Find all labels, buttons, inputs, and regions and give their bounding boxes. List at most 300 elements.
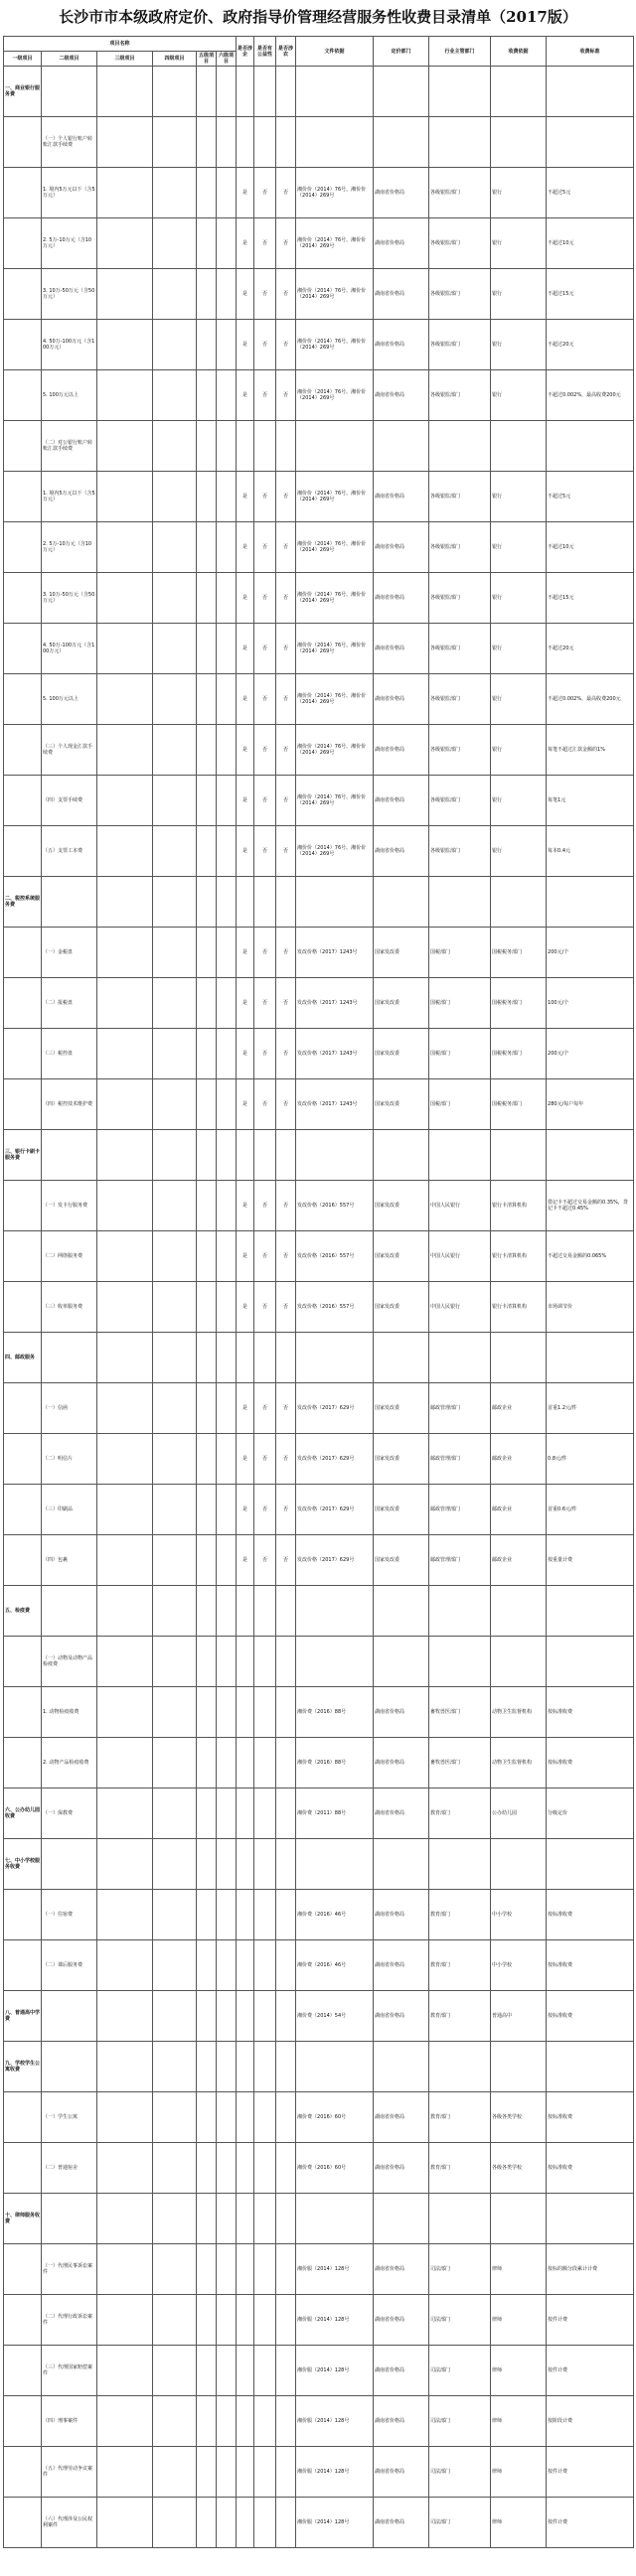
- document-basis-cell: 发改价格（2016）557号: [296, 1181, 374, 1231]
- level6-cell: [217, 218, 237, 269]
- pricing-dept-cell: [374, 1637, 429, 1687]
- level4-cell: [153, 826, 197, 877]
- public-welfare-cell: 否: [254, 928, 276, 978]
- charge-basis-cell: 银行: [491, 776, 547, 826]
- public-welfare-cell: 否: [254, 472, 276, 522]
- table-row: [4, 1333, 634, 1383]
- charge-basis-cell: 国税税务部门: [491, 928, 547, 978]
- pricing-dept-cell: 国家发改委: [374, 1181, 429, 1231]
- public-welfare-cell: [254, 2396, 276, 2447]
- enterprise-cell: 是: [237, 1282, 254, 1333]
- level2-cell: （三）税控盘: [42, 1029, 97, 1079]
- charge-standard-cell: 按阶段计费: [547, 2396, 634, 2447]
- level6-cell: [217, 2346, 237, 2396]
- agriculture-cell: 否: [276, 472, 296, 522]
- level6-cell: [217, 2498, 237, 2548]
- enterprise-cell: 是: [237, 928, 254, 978]
- level6-cell: [217, 472, 237, 522]
- charge-basis-cell: 公办幼儿园: [491, 1789, 547, 1839]
- industry-dept-cell: 邮政管理部门: [429, 1434, 491, 1485]
- level3-cell: [97, 674, 153, 725]
- level3-cell: [97, 1130, 153, 1181]
- charge-basis-cell: [491, 1333, 547, 1383]
- charge-basis-cell: 律师: [491, 2447, 547, 2498]
- enterprise-cell: [237, 2447, 254, 2498]
- public-welfare-cell: 否: [254, 1434, 276, 1485]
- level5-cell: [197, 2042, 217, 2092]
- agriculture-cell: [276, 2498, 296, 2548]
- public-welfare-cell: [254, 1738, 276, 1789]
- level5-cell: [197, 2447, 217, 2498]
- level2-cell: （二）网络服务费: [42, 1231, 97, 1282]
- enterprise-cell: [237, 2396, 254, 2447]
- charge-standard-cell: 不超过5元: [547, 168, 634, 218]
- fee-catalog-table: [3, 36, 634, 2548]
- level3-cell: [97, 978, 153, 1029]
- level2-cell: （一）动物及动物产品检疫费: [42, 1637, 97, 1687]
- public-welfare-cell: [254, 1586, 276, 1637]
- column-header: 行业主管部门: [429, 37, 491, 67]
- document-title: 长沙市市本级政府定价、政府指导价管理经营服务性收费目录清单（2017版）: [59, 8, 577, 26]
- enterprise-cell: 是: [237, 573, 254, 624]
- level4-cell: [153, 2194, 197, 2244]
- level2-cell: 2. 5万-10万元（含10万元）: [42, 218, 97, 269]
- level6-cell: [217, 1637, 237, 1687]
- level6-cell: [217, 826, 237, 877]
- document-basis-cell: [296, 1839, 374, 1890]
- level6-cell: [217, 776, 237, 826]
- level3-cell: [97, 2143, 153, 2194]
- level5-cell: [197, 1231, 217, 1282]
- table-row: [4, 1029, 634, 1079]
- agriculture-cell: [276, 1890, 296, 1940]
- level6-cell: [217, 2244, 237, 2295]
- charge-basis-cell: [491, 67, 547, 117]
- agriculture-cell: [276, 1991, 296, 2042]
- level5-cell: [197, 1940, 217, 1991]
- agriculture-cell: 否: [276, 978, 296, 1029]
- enterprise-cell: 是: [237, 1485, 254, 1535]
- industry-dept-cell: 国税部门: [429, 1029, 491, 1079]
- charge-standard-cell: 每笔不超过汇款金额的1%: [547, 725, 634, 776]
- pricing-dept-cell: 湖南省价格局: [374, 2498, 429, 2548]
- agriculture-cell: [276, 1839, 296, 1890]
- pricing-dept-cell: 湖南省价格局: [374, 826, 429, 877]
- level4-cell: [153, 472, 197, 522]
- agriculture-cell: [276, 877, 296, 928]
- document-basis-cell: 发改价格（2016）557号: [296, 1282, 374, 1333]
- enterprise-cell: 是: [237, 978, 254, 1029]
- level1-cell: [4, 2092, 42, 2143]
- enterprise-cell: 是: [237, 1434, 254, 1485]
- level6-cell: [217, 1485, 237, 1535]
- level2-cell: （一）发卡行服务费: [42, 1181, 97, 1231]
- industry-dept-cell: 司法部门: [429, 2396, 491, 2447]
- level2-cell: 3. 10万-50万元（含50万元）: [42, 573, 97, 624]
- level5-cell: [197, 1383, 217, 1434]
- level1-cell: [4, 1637, 42, 1687]
- level2-cell: （一）学生公寓: [42, 2092, 97, 2143]
- charge-standard-cell: 不超过0.002%，最高收费200元: [547, 370, 634, 421]
- charge-basis-cell: 律师: [491, 2244, 547, 2295]
- level6-cell: [217, 1586, 237, 1637]
- charge-standard-cell: 不超过15元: [547, 573, 634, 624]
- level6-cell: [217, 1890, 237, 1940]
- table-group-header-row: [4, 37, 634, 52]
- level6-cell: [217, 1940, 237, 1991]
- charge-basis-cell: 邮政企业: [491, 1485, 547, 1535]
- charge-basis-cell: [491, 2194, 547, 2244]
- industry-dept-cell: [429, 877, 491, 928]
- level4-cell: [153, 877, 197, 928]
- level4-cell: [153, 168, 197, 218]
- industry-dept-cell: 各级银监部门: [429, 472, 491, 522]
- public-welfare-cell: [254, 421, 276, 472]
- level3-cell: [97, 421, 153, 472]
- level5-cell: [197, 472, 217, 522]
- document-basis-cell: 湘价价（2014）76号、湘价价（2014）269号: [296, 269, 374, 320]
- public-welfare-cell: 否: [254, 1535, 276, 1586]
- table-row: [4, 928, 634, 978]
- table-row: [4, 320, 634, 370]
- level6-cell: [217, 117, 237, 168]
- industry-dept-cell: [429, 1130, 491, 1181]
- level3-cell: [97, 1991, 153, 2042]
- public-welfare-cell: 否: [254, 624, 276, 674]
- level4-cell: [153, 522, 197, 573]
- level5-cell: [197, 2295, 217, 2346]
- public-welfare-cell: [254, 117, 276, 168]
- charge-standard-cell: [547, 117, 634, 168]
- charge-standard-cell: 按件计费: [547, 2498, 634, 2548]
- agriculture-cell: 否: [276, 674, 296, 725]
- table-row: [4, 1738, 634, 1789]
- pricing-dept-cell: 湖南省价格局: [374, 2143, 429, 2194]
- table-row: [4, 168, 634, 218]
- agriculture-cell: 否: [276, 1029, 296, 1079]
- level2-cell: 5. 100万元以上: [42, 674, 97, 725]
- industry-dept-cell: 教育部门: [429, 1940, 491, 1991]
- level4-cell: [153, 67, 197, 117]
- level6-cell: [217, 2295, 237, 2346]
- level5-cell: [197, 1079, 217, 1130]
- public-welfare-cell: [254, 2346, 276, 2396]
- level1-cell: [4, 573, 42, 624]
- level1-cell: 四、邮政服务: [4, 1333, 42, 1383]
- charge-standard-cell: [547, 1586, 634, 1637]
- level5-cell: [197, 2143, 217, 2194]
- table-row: [4, 1535, 634, 1586]
- document-basis-cell: 湘价费（2016）88号: [296, 1738, 374, 1789]
- charge-basis-cell: 银行: [491, 370, 547, 421]
- table-body: [4, 67, 634, 2548]
- public-welfare-cell: [254, 1890, 276, 1940]
- level2-cell: [42, 2194, 97, 2244]
- table-row: [4, 2396, 634, 2447]
- enterprise-cell: 是: [237, 472, 254, 522]
- document-basis-cell: 湘价服（2014）128号: [296, 2244, 374, 2295]
- industry-dept-cell: 教育部门: [429, 2143, 491, 2194]
- pricing-dept-cell: 湖南省价格局: [374, 218, 429, 269]
- level4-cell: [153, 218, 197, 269]
- document-basis-cell: [296, 1130, 374, 1181]
- table-row: [4, 2194, 634, 2244]
- pricing-dept-cell: 湖南省价格局: [374, 725, 429, 776]
- table-row: [4, 2295, 634, 2346]
- pricing-dept-cell: 湖南省价格局: [374, 2447, 429, 2498]
- agriculture-cell: [276, 1687, 296, 1738]
- level1-cell: [4, 1383, 42, 1434]
- level4-cell: [153, 269, 197, 320]
- level2-cell: （四）包裹: [42, 1535, 97, 1586]
- table-row: [4, 1940, 634, 1991]
- level1-cell: [4, 1485, 42, 1535]
- enterprise-cell: [237, 2295, 254, 2346]
- document-basis-cell: [296, 2194, 374, 2244]
- charge-standard-cell: 每本0.4元: [547, 826, 634, 877]
- level4-cell: [153, 1586, 197, 1637]
- document-basis-cell: 湘价费（2016）60号: [296, 2143, 374, 2194]
- agriculture-cell: 否: [276, 725, 296, 776]
- industry-dept-cell: 司法部门: [429, 2295, 491, 2346]
- charge-standard-cell: 按件计费: [547, 2295, 634, 2346]
- level1-cell: [4, 725, 42, 776]
- level4-cell: [153, 1333, 197, 1383]
- document-basis-cell: 湘价价（2014）76号、湘价价（2014）269号: [296, 370, 374, 421]
- level4-cell: [153, 2143, 197, 2194]
- level5-cell: [197, 1535, 217, 1586]
- level3-cell: [97, 1282, 153, 1333]
- document-basis-cell: 发改价格（2017）1243号: [296, 928, 374, 978]
- level4-cell: [153, 1383, 197, 1434]
- level6-cell: [217, 2143, 237, 2194]
- charge-standard-cell: [547, 421, 634, 472]
- public-welfare-cell: 否: [254, 1231, 276, 1282]
- pricing-dept-cell: [374, 1333, 429, 1383]
- agriculture-cell: [276, 1333, 296, 1383]
- industry-dept-cell: 教育部门: [429, 1890, 491, 1940]
- document-basis-cell: 湘价价（2014）76号、湘价价（2014）269号: [296, 573, 374, 624]
- agriculture-cell: [276, 2396, 296, 2447]
- enterprise-cell: 是: [237, 168, 254, 218]
- agriculture-cell: 否: [276, 218, 296, 269]
- level1-cell: [4, 1738, 42, 1789]
- industry-dept-cell: 教育部门: [429, 2092, 491, 2143]
- level5-cell: [197, 1890, 217, 1940]
- level3-cell: [97, 522, 153, 573]
- level6-cell: [217, 1839, 237, 1890]
- level3-cell: [97, 2092, 153, 2143]
- document-basis-cell: 湘价价（2014）76号、湘价价（2014）269号: [296, 776, 374, 826]
- enterprise-cell: 是: [237, 1181, 254, 1231]
- table-row: [4, 1383, 634, 1434]
- charge-standard-cell: 不超过10元: [547, 218, 634, 269]
- level6-cell: [217, 370, 237, 421]
- level3-cell: [97, 1434, 153, 1485]
- charge-standard-cell: 按标准收费: [547, 1991, 634, 2042]
- level6-cell: [217, 421, 237, 472]
- level3-cell: [97, 1940, 153, 1991]
- charge-standard-cell: 不超过15元: [547, 269, 634, 320]
- enterprise-cell: 是: [237, 1231, 254, 1282]
- pricing-dept-cell: 湖南省价格局: [374, 1687, 429, 1738]
- table-row: [4, 2447, 634, 2498]
- level1-cell: [4, 269, 42, 320]
- level1-cell: [4, 218, 42, 269]
- charge-standard-cell: 按件计费: [547, 2447, 634, 2498]
- table-row: [4, 725, 634, 776]
- enterprise-cell: [237, 1940, 254, 1991]
- industry-dept-cell: 国税部门: [429, 1079, 491, 1130]
- public-welfare-cell: 否: [254, 269, 276, 320]
- level1-cell: 八、普通高中学费: [4, 1991, 42, 2042]
- level2-cell: （一）住宿费: [42, 1890, 97, 1940]
- pricing-dept-cell: 国家发改委: [374, 1383, 429, 1434]
- agriculture-cell: 否: [276, 1181, 296, 1231]
- charge-standard-cell: 不超过20元: [547, 624, 634, 674]
- level2-cell: [42, 1586, 97, 1637]
- level6-cell: [217, 978, 237, 1029]
- level1-cell: [4, 1079, 42, 1130]
- level5-cell: [197, 1333, 217, 1383]
- level2-cell: （二）对公银行账户转账汇款手续费: [42, 421, 97, 472]
- charge-standard-cell: 按标准收费: [547, 1890, 634, 1940]
- document-basis-cell: [296, 1637, 374, 1687]
- document-basis-cell: 湘价费（2016）60号: [296, 2092, 374, 2143]
- table-row: [4, 1991, 634, 2042]
- table-row: [4, 1434, 634, 1485]
- pricing-dept-cell: 国家发改委: [374, 1535, 429, 1586]
- level3-cell: [97, 117, 153, 168]
- level4-cell: [153, 1231, 197, 1282]
- level2-cell: （四）税控技术维护费: [42, 1079, 97, 1130]
- charge-standard-cell: 不超过20元: [547, 320, 634, 370]
- enterprise-cell: 是: [237, 522, 254, 573]
- level2-cell: [42, 877, 97, 928]
- pricing-dept-cell: 国家发改委: [374, 1079, 429, 1130]
- document-basis-cell: 发改价格（2016）557号: [296, 1231, 374, 1282]
- enterprise-cell: [237, 2092, 254, 2143]
- level2-cell: （一）金税盘: [42, 928, 97, 978]
- level2-cell: [42, 1333, 97, 1383]
- enterprise-cell: [237, 1890, 254, 1940]
- enterprise-cell: [237, 1333, 254, 1383]
- level3-cell: [97, 218, 153, 269]
- enterprise-cell: [237, 2498, 254, 2548]
- agriculture-cell: [276, 2143, 296, 2194]
- level6-cell: [217, 928, 237, 978]
- level6-cell: [217, 1687, 237, 1738]
- column-header: 二级项目: [42, 52, 97, 67]
- level2-cell: （四）支票手续费: [42, 776, 97, 826]
- level1-cell: [4, 978, 42, 1029]
- industry-dept-cell: 各级银监部门: [429, 269, 491, 320]
- column-header: 是否有公益性: [254, 37, 276, 67]
- charge-standard-cell: [547, 877, 634, 928]
- agriculture-cell: [276, 1789, 296, 1839]
- table-row: [4, 978, 634, 1029]
- column-header: 六级项目: [217, 52, 237, 67]
- level2-cell: 1. 境内5万元以下（含5万元）: [42, 168, 97, 218]
- level6-cell: [217, 1333, 237, 1383]
- charge-standard-cell: 按重量计费: [547, 1535, 634, 1586]
- charge-basis-cell: [491, 421, 547, 472]
- level4-cell: [153, 1029, 197, 1079]
- level1-cell: [4, 320, 42, 370]
- industry-dept-cell: 各级银监部门: [429, 573, 491, 624]
- column-group-header: 项目名称: [4, 37, 237, 52]
- public-welfare-cell: 否: [254, 370, 276, 421]
- level1-cell: [4, 928, 42, 978]
- level3-cell: [97, 2346, 153, 2396]
- level1-cell: [4, 1687, 42, 1738]
- pricing-dept-cell: 湖南省价格局: [374, 1991, 429, 2042]
- public-welfare-cell: [254, 1333, 276, 1383]
- public-welfare-cell: 否: [254, 776, 276, 826]
- pricing-dept-cell: 湖南省价格局: [374, 320, 429, 370]
- charge-standard-cell: [547, 1333, 634, 1383]
- level3-cell: [97, 1029, 153, 1079]
- public-welfare-cell: 否: [254, 1485, 276, 1535]
- public-welfare-cell: [254, 2194, 276, 2244]
- level1-cell: [4, 472, 42, 522]
- level6-cell: [217, 2042, 237, 2092]
- public-welfare-cell: 否: [254, 1282, 276, 1333]
- table-row: [4, 826, 634, 877]
- agriculture-cell: 否: [276, 1535, 296, 1586]
- charge-standard-cell: 按标准收费: [547, 2143, 634, 2194]
- level4-cell: [153, 2447, 197, 2498]
- table-row: [4, 776, 634, 826]
- enterprise-cell: [237, 1687, 254, 1738]
- level4-cell: [153, 117, 197, 168]
- level3-cell: [97, 472, 153, 522]
- agriculture-cell: 否: [276, 624, 296, 674]
- pricing-dept-cell: 国家发改委: [374, 1231, 429, 1282]
- level6-cell: [217, 1181, 237, 1231]
- level5-cell: [197, 370, 217, 421]
- charge-standard-cell: [547, 1637, 634, 1687]
- charge-basis-cell: 银行: [491, 320, 547, 370]
- level1-cell: [4, 1181, 42, 1231]
- level2-cell: [42, 1991, 97, 2042]
- level3-cell: [97, 1535, 153, 1586]
- level6-cell: [217, 1130, 237, 1181]
- enterprise-cell: 是: [237, 320, 254, 370]
- level5-cell: [197, 522, 217, 573]
- document-basis-cell: [296, 67, 374, 117]
- charge-standard-cell: 每笔1元: [547, 776, 634, 826]
- level4-cell: [153, 1485, 197, 1535]
- pricing-dept-cell: 湖南省价格局: [374, 168, 429, 218]
- level1-cell: [4, 2143, 42, 2194]
- public-welfare-cell: [254, 877, 276, 928]
- charge-basis-cell: 国税税务部门: [491, 1079, 547, 1130]
- agriculture-cell: 否: [276, 1282, 296, 1333]
- level1-cell: [4, 1231, 42, 1282]
- agriculture-cell: 否: [276, 928, 296, 978]
- charge-standard-cell: 按标的额分段累计计费: [547, 2244, 634, 2295]
- level1-cell: 一、商业银行服务费: [4, 67, 42, 117]
- agriculture-cell: 否: [276, 168, 296, 218]
- public-welfare-cell: 否: [254, 725, 276, 776]
- industry-dept-cell: 各级银监部门: [429, 826, 491, 877]
- industry-dept-cell: 邮政管理部门: [429, 1485, 491, 1535]
- level1-cell: 二、税控系统服务费: [4, 877, 42, 928]
- agriculture-cell: [276, 2244, 296, 2295]
- level5-cell: [197, 269, 217, 320]
- level4-cell: [153, 1130, 197, 1181]
